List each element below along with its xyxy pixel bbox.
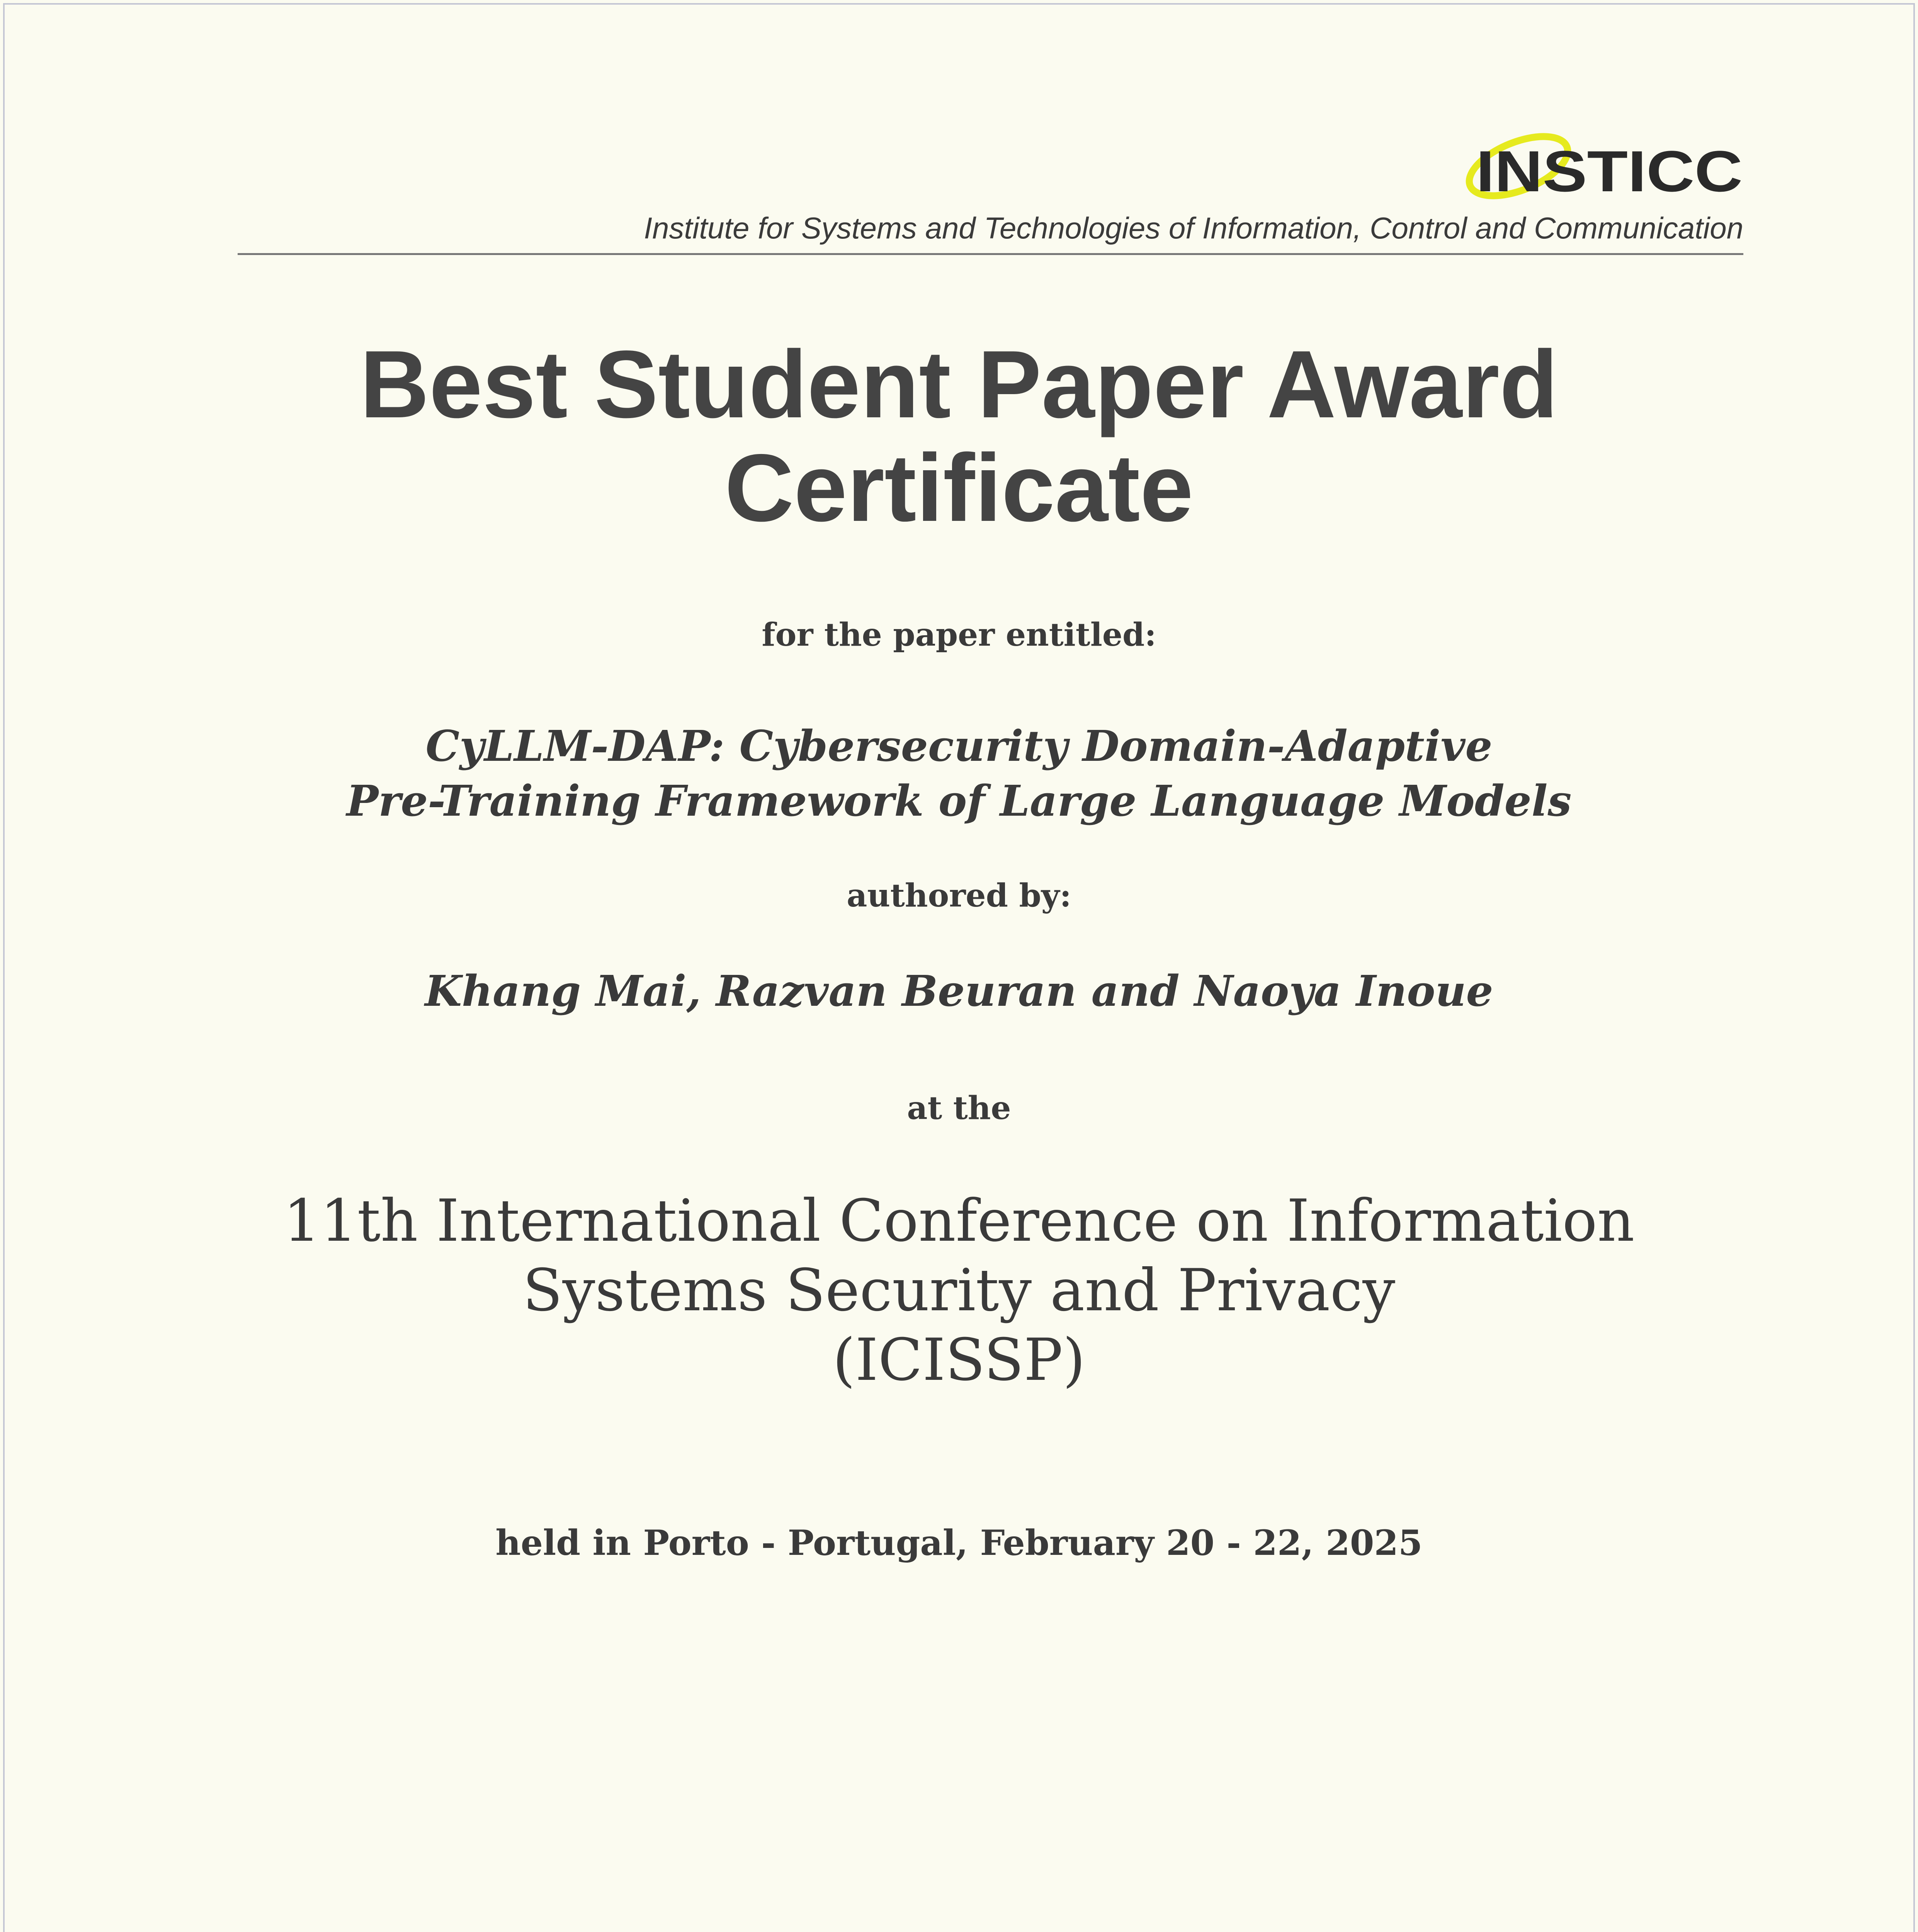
title-line-1: Best Student Paper Award (360, 330, 1558, 438)
insticc-logo (1461, 128, 1746, 205)
conference-line-1: 11th International Conference on Information (283, 1187, 1635, 1255)
conference-line-2: Systems Security and Privacy (522, 1257, 1396, 1324)
held-location-date: held in Porto - Portugal, February 20 - 22, 2025 (495, 1522, 1423, 1563)
paper-title-line-1: CyLLM-DAP: Cybersecurity Domain-Adaptive (425, 721, 1493, 771)
certificate-title (0, 332, 1918, 539)
conference-line-3: (ICISSP) (832, 1327, 1086, 1394)
header-divider (238, 253, 1743, 255)
paper-title-line-2: Pre-Training Framework of Large Language Models (346, 776, 1572, 826)
conference-name (0, 1186, 1918, 1395)
for-paper-label: for the paper entitled: (762, 616, 1156, 653)
title-line-2: Certificate (724, 434, 1194, 541)
institute-name: Institute for Systems and Technologies of Information, Control and Communication (644, 211, 1743, 245)
paper-title (0, 719, 1918, 828)
authors: Khang Mai, Razvan Beuran and Naoya Inoue (425, 966, 1493, 1016)
authored-by-label: authored by: (847, 877, 1071, 914)
at-the-label: at the (907, 1090, 1011, 1127)
logo-text: INSTICC (1476, 139, 1743, 204)
